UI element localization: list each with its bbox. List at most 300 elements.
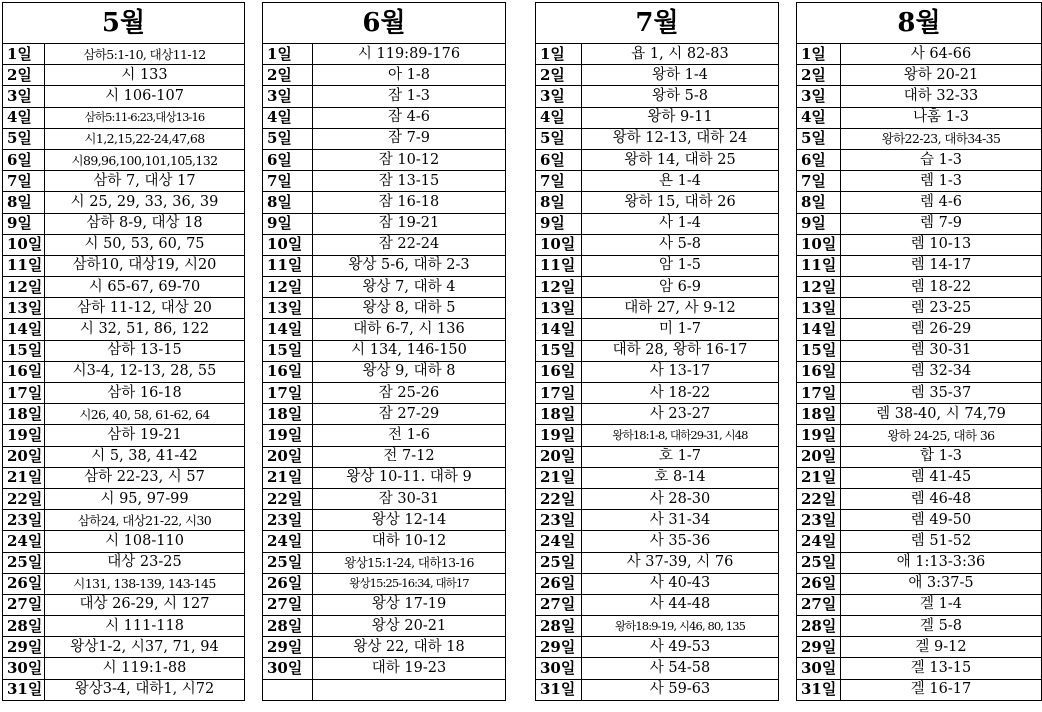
day-cell: 7일 bbox=[797, 171, 841, 192]
table-row bbox=[536, 107, 779, 128]
table-row bbox=[536, 488, 779, 509]
reading-cell: 호 1-7 bbox=[582, 446, 779, 467]
reading-cell: 욥 1, 시 82-83 bbox=[582, 44, 779, 65]
day-cell: 14일 bbox=[797, 319, 841, 340]
reading-cell: 대상 26-29, 시 127 bbox=[45, 594, 245, 615]
reading-cell: 잠 1-3 bbox=[313, 86, 506, 107]
day-cell: 28일 bbox=[536, 616, 582, 637]
reading-cell: 시 65-67, 69-70 bbox=[45, 277, 245, 298]
table-row bbox=[797, 594, 1042, 615]
reading-cell: 왕하 15, 대하 26 bbox=[582, 192, 779, 213]
table-row bbox=[536, 149, 779, 170]
reading-cell: 아 1-8 bbox=[313, 65, 506, 86]
day-cell: 21일 bbox=[797, 467, 841, 488]
day-cell: 16일 bbox=[536, 361, 582, 382]
day-cell: 17일 bbox=[797, 383, 841, 404]
table-row bbox=[263, 128, 506, 149]
reading-cell: 애 1:13-3:36 bbox=[840, 552, 1041, 573]
day-cell: 7일 bbox=[263, 171, 313, 192]
table-row bbox=[797, 616, 1042, 637]
day-cell: 27일 bbox=[263, 594, 313, 615]
month-title: 8월 bbox=[797, 3, 1042, 44]
table-row bbox=[536, 65, 779, 86]
table-row bbox=[3, 510, 245, 531]
reading-cell: 사 64-66 bbox=[840, 44, 1041, 65]
day-cell: 8일 bbox=[797, 192, 841, 213]
day-cell: 28일 bbox=[3, 616, 45, 637]
table-row bbox=[3, 86, 245, 107]
month-table-august bbox=[796, 2, 1042, 701]
day-cell: 18일 bbox=[3, 404, 45, 425]
day-cell: 8일 bbox=[3, 192, 45, 213]
table-row bbox=[263, 340, 506, 361]
table-row bbox=[263, 149, 506, 170]
day-cell: 4일 bbox=[263, 107, 313, 128]
reading-cell: 겔 1-4 bbox=[840, 594, 1041, 615]
reading-cell: 렘 18-22 bbox=[840, 277, 1041, 298]
reading-cell: 삼하 11-12, 대상 20 bbox=[45, 298, 245, 319]
reading-table bbox=[2, 2, 245, 701]
reading-cell: 습 1-3 bbox=[840, 149, 1041, 170]
reading-cell: 렘 4-6 bbox=[840, 192, 1041, 213]
table-row bbox=[3, 531, 245, 552]
table-row bbox=[263, 298, 506, 319]
reading-cell: 삼하5:1-10, 대상11-12 bbox=[45, 44, 245, 65]
day-cell: 31일 bbox=[3, 679, 45, 700]
table-row bbox=[797, 446, 1042, 467]
table-row bbox=[536, 234, 779, 255]
reading-cell: 시 119:1-88 bbox=[45, 658, 245, 679]
day-cell: 2일 bbox=[3, 65, 45, 86]
month-table-may bbox=[2, 2, 245, 701]
table-row bbox=[536, 616, 779, 637]
day-cell: 4일 bbox=[3, 107, 45, 128]
day-cell: 5일 bbox=[3, 128, 45, 149]
reading-cell: 전 7-12 bbox=[313, 446, 506, 467]
day-cell: 17일 bbox=[536, 383, 582, 404]
reading-cell: 왕상 20-21 bbox=[313, 616, 506, 637]
table-row bbox=[3, 277, 245, 298]
reading-cell: 삼하 16-18 bbox=[45, 383, 245, 404]
table-row bbox=[536, 86, 779, 107]
table-row bbox=[3, 255, 245, 276]
table-row bbox=[797, 149, 1042, 170]
table-row bbox=[3, 425, 245, 446]
table-row bbox=[263, 319, 506, 340]
day-cell: 20일 bbox=[536, 446, 582, 467]
table-row bbox=[797, 361, 1042, 382]
reading-cell: 왕상3-4, 대하1, 시72 bbox=[45, 679, 245, 700]
reading-cell: 렘 10-13 bbox=[840, 234, 1041, 255]
table-row bbox=[797, 171, 1042, 192]
reading-cell: 왕하 12-13, 대하 24 bbox=[582, 128, 779, 149]
table-row bbox=[3, 573, 245, 594]
day-cell: 13일 bbox=[263, 298, 313, 319]
day-cell: 20일 bbox=[3, 446, 45, 467]
reading-cell: 왕상 22, 대하 18 bbox=[313, 637, 506, 658]
table-row bbox=[797, 298, 1042, 319]
table-row bbox=[3, 298, 245, 319]
table-row bbox=[536, 594, 779, 615]
day-cell: 25일 bbox=[536, 552, 582, 573]
table-row bbox=[797, 86, 1042, 107]
reading-cell: 왕상 10-11. 대하 9 bbox=[313, 467, 506, 488]
day-cell: 11일 bbox=[536, 255, 582, 276]
table-row bbox=[263, 425, 506, 446]
day-cell: 13일 bbox=[536, 298, 582, 319]
day-cell: 15일 bbox=[3, 340, 45, 361]
table-row bbox=[263, 65, 506, 86]
day-cell: 20일 bbox=[797, 446, 841, 467]
day-cell: 29일 bbox=[536, 637, 582, 658]
reading-cell: 왕하18:9-19, 시46, 80, 135 bbox=[582, 616, 779, 637]
reading-cell: 시 111-118 bbox=[45, 616, 245, 637]
reading-cell: 잠 27-29 bbox=[313, 404, 506, 425]
day-cell: 23일 bbox=[263, 510, 313, 531]
table-row bbox=[263, 361, 506, 382]
reading-cell: 잠 30-31 bbox=[313, 488, 506, 509]
reading-cell: 잠 10-12 bbox=[313, 149, 506, 170]
reading-cell: 잠 7-9 bbox=[313, 128, 506, 149]
day-cell: 2일 bbox=[536, 65, 582, 86]
reading-cell: 렘 23-25 bbox=[840, 298, 1041, 319]
day-cell: 6일 bbox=[263, 149, 313, 170]
reading-cell: 왕하22-23, 대하34-35 bbox=[840, 128, 1041, 149]
day-cell: 24일 bbox=[536, 531, 582, 552]
table-row bbox=[536, 340, 779, 361]
table-row bbox=[797, 467, 1042, 488]
reading-cell: 대하 28, 왕하 16-17 bbox=[582, 340, 779, 361]
day-cell: 5일 bbox=[797, 128, 841, 149]
reading-cell: 암 1-5 bbox=[582, 255, 779, 276]
reading-cell: 사 49-53 bbox=[582, 637, 779, 658]
reading-cell: 왕상15:1-24, 대하13-16 bbox=[313, 552, 506, 573]
table-row bbox=[797, 637, 1042, 658]
table-row bbox=[536, 298, 779, 319]
reading-cell: 대하 19-23 bbox=[313, 658, 506, 679]
day-cell: 2일 bbox=[797, 65, 841, 86]
reading-cell: 잠 19-21 bbox=[313, 213, 506, 234]
reading-cell: 시 134, 146-150 bbox=[313, 340, 506, 361]
table-row bbox=[536, 446, 779, 467]
day-cell: 3일 bbox=[536, 86, 582, 107]
reading-cell: 호 8-14 bbox=[582, 467, 779, 488]
table-row bbox=[3, 594, 245, 615]
reading-cell: 왕상 7, 대하 4 bbox=[313, 277, 506, 298]
table-row bbox=[263, 383, 506, 404]
table-row bbox=[263, 192, 506, 213]
table-row bbox=[536, 171, 779, 192]
reading-cell: 사 18-22 bbox=[582, 383, 779, 404]
reading-cell: 잠 4-6 bbox=[313, 107, 506, 128]
table-row bbox=[536, 404, 779, 425]
reading-cell: 삼하10, 대상19, 시20 bbox=[45, 255, 245, 276]
day-cell: 16일 bbox=[3, 361, 45, 382]
day-cell: 15일 bbox=[263, 340, 313, 361]
reading-cell: 시89,96,100,101,105,132 bbox=[45, 149, 245, 170]
reading-cell: 사 28-30 bbox=[582, 488, 779, 509]
reading-cell: 잠 22-24 bbox=[313, 234, 506, 255]
day-cell: 11일 bbox=[797, 255, 841, 276]
day-cell: 29일 bbox=[3, 637, 45, 658]
reading-cell: 왕상 12-14 bbox=[313, 510, 506, 531]
day-cell: 25일 bbox=[3, 552, 45, 573]
reading-cell: 사 13-17 bbox=[582, 361, 779, 382]
table-row bbox=[3, 65, 245, 86]
month-title: 7월 bbox=[536, 3, 779, 44]
table-row bbox=[263, 658, 506, 679]
reading-cell: 겔 9-12 bbox=[840, 637, 1041, 658]
reading-cell: 삼하 19-21 bbox=[45, 425, 245, 446]
day-cell: 10일 bbox=[797, 234, 841, 255]
table-row bbox=[536, 510, 779, 531]
table-row bbox=[797, 340, 1042, 361]
day-cell: 31일 bbox=[536, 679, 582, 700]
month-title: 5월 bbox=[3, 3, 245, 44]
table-row bbox=[263, 637, 506, 658]
day-cell: 25일 bbox=[797, 552, 841, 573]
reading-cell: 왕하 14, 대하 25 bbox=[582, 149, 779, 170]
day-cell: 11일 bbox=[3, 255, 45, 276]
reading-cell: 왕상1-2, 시37, 71, 94 bbox=[45, 637, 245, 658]
table-row bbox=[797, 277, 1042, 298]
table-row bbox=[3, 446, 245, 467]
day-cell: 9일 bbox=[263, 213, 313, 234]
table-row bbox=[3, 467, 245, 488]
reading-cell: 시26, 40, 58, 61-62, 64 bbox=[45, 404, 245, 425]
reading-cell: 삼하5:11-6:23,대상13-16 bbox=[45, 107, 245, 128]
reading-cell: 시 50, 53, 60, 75 bbox=[45, 234, 245, 255]
table-row bbox=[3, 44, 245, 65]
table-row bbox=[263, 107, 506, 128]
table-row bbox=[263, 44, 506, 65]
reading-cell: 미 1-7 bbox=[582, 319, 779, 340]
day-cell: 31일 bbox=[797, 679, 841, 700]
reading-cell: 시1,2,15,22-24,47,68 bbox=[45, 128, 245, 149]
reading-cell: 렘 46-48 bbox=[840, 488, 1041, 509]
reading-table bbox=[262, 2, 506, 701]
day-cell: 22일 bbox=[263, 488, 313, 509]
table-row bbox=[3, 192, 245, 213]
day-cell: 4일 bbox=[797, 107, 841, 128]
day-cell: 22일 bbox=[3, 488, 45, 509]
table-row bbox=[797, 128, 1042, 149]
day-cell: 17일 bbox=[3, 383, 45, 404]
table-row bbox=[797, 213, 1042, 234]
table-row bbox=[797, 658, 1042, 679]
day-cell: 12일 bbox=[797, 277, 841, 298]
day-cell: 24일 bbox=[797, 531, 841, 552]
reading-cell: 삼하 13-15 bbox=[45, 340, 245, 361]
day-cell: 1일 bbox=[797, 44, 841, 65]
table-row bbox=[536, 255, 779, 276]
table-row bbox=[3, 552, 245, 573]
day-cell: 1일 bbox=[536, 44, 582, 65]
reading-cell bbox=[313, 679, 506, 700]
table-row bbox=[263, 234, 506, 255]
reading-cell: 대상 23-25 bbox=[45, 552, 245, 573]
table-row bbox=[263, 531, 506, 552]
reading-cell: 겔 13-15 bbox=[840, 658, 1041, 679]
reading-cell: 사 1-4 bbox=[582, 213, 779, 234]
table-row bbox=[797, 552, 1042, 573]
reading-cell: 애 3:37-5 bbox=[840, 573, 1041, 594]
table-row bbox=[536, 531, 779, 552]
day-cell: 27일 bbox=[536, 594, 582, 615]
table-row bbox=[797, 531, 1042, 552]
table-row bbox=[263, 404, 506, 425]
reading-cell: 시 119:89-176 bbox=[313, 44, 506, 65]
day-cell: 9일 bbox=[3, 213, 45, 234]
reading-cell: 삼하 8-9, 대상 18 bbox=[45, 213, 245, 234]
table-row bbox=[3, 149, 245, 170]
table-row bbox=[3, 213, 245, 234]
reading-cell: 나훔 1-3 bbox=[840, 107, 1041, 128]
reading-cell: 렘 41-45 bbox=[840, 467, 1041, 488]
reading-cell: 사 35-36 bbox=[582, 531, 779, 552]
day-cell: 26일 bbox=[536, 573, 582, 594]
day-cell: 4일 bbox=[536, 107, 582, 128]
day-cell: 1일 bbox=[263, 44, 313, 65]
day-cell: 18일 bbox=[263, 404, 313, 425]
table-row bbox=[3, 361, 245, 382]
reading-cell: 사 44-48 bbox=[582, 594, 779, 615]
table-row bbox=[263, 86, 506, 107]
table-row bbox=[263, 446, 506, 467]
reading-cell: 욘 1-4 bbox=[582, 171, 779, 192]
month-table-july bbox=[535, 2, 779, 701]
day-cell: 16일 bbox=[263, 361, 313, 382]
day-cell: 13일 bbox=[3, 298, 45, 319]
reading-cell: 암 6-9 bbox=[582, 277, 779, 298]
table-row bbox=[263, 255, 506, 276]
day-cell: 28일 bbox=[263, 616, 313, 637]
reading-cell: 렘 30-31 bbox=[840, 340, 1041, 361]
day-cell: 29일 bbox=[797, 637, 841, 658]
reading-cell: 대하 6-7, 시 136 bbox=[313, 319, 506, 340]
reading-cell: 왕하 9-11 bbox=[582, 107, 779, 128]
day-cell: 13일 bbox=[797, 298, 841, 319]
table-row bbox=[536, 552, 779, 573]
reading-cell: 왕하 24-25, 대하 36 bbox=[840, 425, 1041, 446]
day-cell: 6일 bbox=[797, 149, 841, 170]
table-row bbox=[797, 404, 1042, 425]
table-row bbox=[797, 488, 1042, 509]
table-row bbox=[3, 340, 245, 361]
table-row bbox=[3, 171, 245, 192]
table-row bbox=[536, 679, 779, 700]
day-cell: 7일 bbox=[3, 171, 45, 192]
reading-cell: 시 95, 97-99 bbox=[45, 488, 245, 509]
reading-cell: 렘 49-50 bbox=[840, 510, 1041, 531]
table-row bbox=[797, 319, 1042, 340]
table-row bbox=[797, 255, 1042, 276]
reading-cell: 사 5-8 bbox=[582, 234, 779, 255]
table-row bbox=[3, 616, 245, 637]
table-row bbox=[536, 637, 779, 658]
reading-cell: 삼하 7, 대상 17 bbox=[45, 171, 245, 192]
table-row bbox=[263, 594, 506, 615]
table-row bbox=[263, 552, 506, 573]
day-cell: 27일 bbox=[797, 594, 841, 615]
reading-cell: 삼하 22-23, 시 57 bbox=[45, 467, 245, 488]
day-cell: 8일 bbox=[536, 192, 582, 213]
day-cell: 19일 bbox=[797, 425, 841, 446]
day-cell: 14일 bbox=[536, 319, 582, 340]
reading-cell: 사 54-58 bbox=[582, 658, 779, 679]
day-cell: 5일 bbox=[263, 128, 313, 149]
day-cell: 21일 bbox=[263, 467, 313, 488]
table-row bbox=[797, 425, 1042, 446]
day-cell: 15일 bbox=[797, 340, 841, 361]
table-row bbox=[536, 658, 779, 679]
day-cell: 23일 bbox=[3, 510, 45, 531]
reading-cell: 사 31-34 bbox=[582, 510, 779, 531]
table-row bbox=[536, 425, 779, 446]
day-cell: 9일 bbox=[536, 213, 582, 234]
reading-cell: 렘 38-40, 시 74,79 bbox=[840, 404, 1041, 425]
day-cell: 6일 bbox=[3, 149, 45, 170]
day-cell: 26일 bbox=[263, 573, 313, 594]
table-row bbox=[797, 44, 1042, 65]
day-cell: 23일 bbox=[797, 510, 841, 531]
reading-cell: 사 59-63 bbox=[582, 679, 779, 700]
day-cell: 12일 bbox=[536, 277, 582, 298]
day-cell: 3일 bbox=[797, 86, 841, 107]
reading-cell: 사 37-39, 시 76 bbox=[582, 552, 779, 573]
reading-table bbox=[535, 2, 779, 701]
table-row bbox=[3, 107, 245, 128]
reading-cell: 대하 32-33 bbox=[840, 86, 1041, 107]
day-cell: 17일 bbox=[263, 383, 313, 404]
day-cell: 18일 bbox=[797, 404, 841, 425]
reading-cell: 삼하24, 대상21-22, 시30 bbox=[45, 510, 245, 531]
table-row bbox=[263, 616, 506, 637]
day-cell: 12일 bbox=[3, 277, 45, 298]
reading-cell: 합 1-3 bbox=[840, 446, 1041, 467]
reading-cell: 렘 32-34 bbox=[840, 361, 1041, 382]
reading-cell: 시 108-110 bbox=[45, 531, 245, 552]
table-row bbox=[797, 234, 1042, 255]
reading-cell: 렘 35-37 bbox=[840, 383, 1041, 404]
day-cell: 25일 bbox=[263, 552, 313, 573]
reading-cell: 시 25, 29, 33, 36, 39 bbox=[45, 192, 245, 213]
day-cell: 18일 bbox=[536, 404, 582, 425]
day-cell: 24일 bbox=[263, 531, 313, 552]
table-row bbox=[263, 679, 506, 700]
table-row bbox=[536, 192, 779, 213]
day-cell: 10일 bbox=[536, 234, 582, 255]
table-row bbox=[536, 383, 779, 404]
table-row bbox=[536, 573, 779, 594]
table-row bbox=[3, 488, 245, 509]
reading-cell: 왕하 1-4 bbox=[582, 65, 779, 86]
reading-cell: 겔 5-8 bbox=[840, 616, 1041, 637]
day-cell: 27일 bbox=[3, 594, 45, 615]
table-row bbox=[797, 573, 1042, 594]
day-cell: 21일 bbox=[536, 467, 582, 488]
day-cell: 15일 bbox=[536, 340, 582, 361]
table-row bbox=[3, 658, 245, 679]
table-row bbox=[263, 488, 506, 509]
table-row bbox=[536, 319, 779, 340]
day-cell: 28일 bbox=[797, 616, 841, 637]
reading-cell: 왕하 20-21 bbox=[840, 65, 1041, 86]
reading-cell: 잠 13-15 bbox=[313, 171, 506, 192]
day-cell: 30일 bbox=[536, 658, 582, 679]
table-row bbox=[3, 319, 245, 340]
reading-cell: 왕하 5-8 bbox=[582, 86, 779, 107]
